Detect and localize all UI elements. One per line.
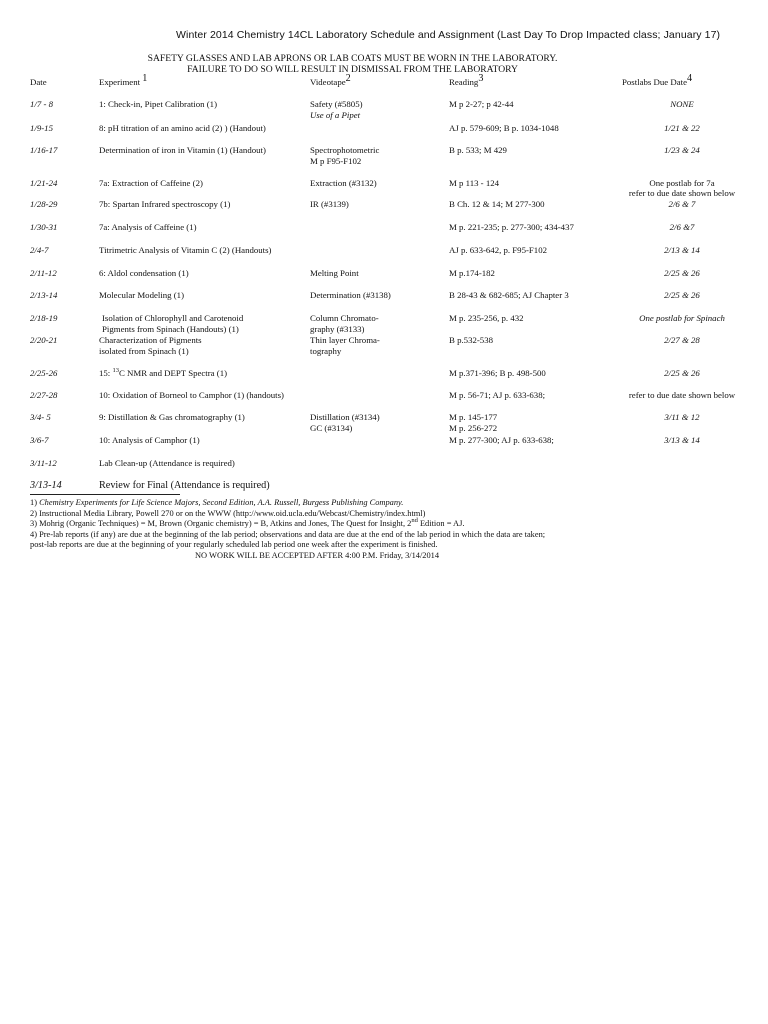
row-experiment: 7a: Analysis of Caffeine (1) (99, 222, 197, 232)
page-title: Winter 2014 Chemistry 14CL Laboratory Schedule and Assignment (Last Day To Drop Impacted class; January 17) (176, 29, 721, 41)
row-date: 2/25-26 (30, 368, 58, 378)
row-videotape: Column Chromato- (310, 313, 379, 323)
header-videotape: Videotape$^2$ (310, 73, 351, 87)
row-date: 1/28-29 (30, 199, 58, 209)
row-reading: B Ch. 12 & 14; M 277-300 (449, 199, 545, 209)
header-experiment: Experiment $^1$ (99, 73, 148, 87)
footnote-4-continued: post-lab reports are due at the beginning of your regularly scheduled lab period one week after the experiment is finished. (30, 540, 438, 550)
row-experiment: 1: Check-in, Pipet Calibration (1) (99, 99, 218, 109)
row-due-date: 1/21 & 22 (664, 123, 700, 133)
row-reading: B p.532-538 (449, 335, 493, 345)
row-date: 1/30-31 (30, 222, 58, 232)
row-date: 3/13-14 (30, 480, 62, 491)
row-reading: B 28-43 & 682-685; AJ Chapter 3 (449, 290, 569, 300)
row-videotape: Extraction (#3132) (310, 178, 377, 188)
row-due-date: 2/13 & 14 (664, 245, 700, 255)
row-experiment: 7a: Extraction of Caffeine (2) (99, 178, 203, 188)
row-reading: M p. 277-300; AJ p. 633-638; (449, 435, 554, 445)
footnotes (30, 498, 545, 562)
row-videotape-line2: GC (#3134) (310, 423, 353, 433)
row-reading: M p. 145-177 (449, 412, 498, 422)
row-videotape: Melting Point (310, 268, 359, 278)
row-videotape: IR (#3139) (310, 199, 349, 209)
row-due-date: 2/25 & 26 (664, 368, 700, 378)
row-experiment-line2: Pigments from Spinach (Handouts) (1) (102, 324, 239, 334)
row-videotape-line2: Use of a Pipet (310, 110, 361, 120)
header-postlabs-due: Postlabs Due Date$^4$ (622, 73, 693, 87)
row-experiment: Isolation of Chlorophyll and Carotenoid (102, 313, 244, 323)
row-reading: M p.371-396; B p. 498-500 (449, 368, 546, 378)
deadline-notice: NO WORK WILL BE ACCEPTED AFTER 4:00 P.M. Friday, 3/14/2014 (195, 550, 440, 560)
row-date: 3/4- 5 (30, 412, 51, 422)
row-due-date: refer to due date shown below (628, 390, 736, 400)
row-reading: M p. 56-71; AJ p. 633-638; (449, 390, 546, 400)
row-experiment-line2: isolated from Spinach (1) (99, 346, 189, 356)
row-reading: M p.174-182 (449, 268, 495, 278)
row-experiment: Molecular Modeling (1) (99, 290, 185, 300)
row-due-date: 2/6 &7 (669, 222, 695, 232)
row-experiment: Characterization of Pigments (99, 335, 202, 345)
safety-warning: SAFETY GLASSES AND LAB APRONS OR LAB COATS MUST BE WORN IN THE LABORATORY. (147, 53, 558, 64)
footnote-4: 4) Pre-lab reports (if any) are due at the beginning of the lab period; observations and data are due at the end of the lab period in which the data are taken; (30, 529, 546, 539)
row-due-date: One postlab for Spinach (639, 313, 725, 323)
row-videotape: Determination (#3138) (310, 290, 391, 300)
row-date: 2/13-14 (30, 290, 58, 300)
footnote-divider (30, 494, 180, 495)
row-videotape: Safety (#5805) (310, 99, 363, 109)
row-experiment: 15: $^{13}$C NMR and DEPT Spectra (1) (99, 367, 228, 378)
row-date: 1/16-17 (30, 145, 58, 155)
row-reading-line2: M p. 256-272 (449, 423, 498, 433)
row-date: 3/6-7 (30, 435, 49, 445)
header-reading: Reading$^3$ (449, 73, 484, 87)
row-experiment: 6: Aldol condensation (1) (99, 268, 189, 278)
row-videotape: Thin layer Chroma- (310, 335, 380, 345)
row-date: 1/7 - 8 (30, 99, 53, 109)
row-due-date: 2/27 & 28 (664, 335, 700, 345)
row-videotape: Distillation (#3134) (310, 412, 380, 422)
row-experiment: 10: Oxidation of Borneol to Camphor (1) (handouts) (99, 390, 284, 400)
row-videotape-line2: M p F95-F102 (310, 156, 362, 166)
row-experiment: 9: Distillation & Gas chromatography (1) (99, 412, 245, 422)
row-due-date: 2/6 & 7 (668, 199, 696, 209)
row-reading: M p 2-27; p 42-44 (449, 99, 514, 109)
dismissal-warning: FAILURE TO DO SO WILL RESULT IN DISMISSAL FROM THE LABORATORY (187, 64, 518, 75)
footnote-2: 2) Instructional Media Library, Powell 270 or on the WWW (http://www.oid.ucla.edu/Webcast/Chemistry/index.html) (30, 508, 426, 518)
row-videotape-line2: tography (310, 346, 342, 356)
row-experiment: Determination of iron in Vitamin (1) (Handout) (99, 145, 266, 155)
header-date: Date (30, 77, 47, 87)
row-due-date: 2/25 & 26 (664, 290, 700, 300)
row-date: 2/27-28 (30, 390, 58, 400)
row-date: 1/21-24 (30, 178, 58, 188)
row-date: 1/9-15 (30, 123, 53, 133)
row-videotape: Spectrophotometric (310, 145, 380, 155)
row-due-date: One postlab for 7a (649, 178, 715, 188)
row-reading: M p. 235-256, p. 432 (449, 313, 524, 323)
row-reading: AJ p. 633-642, p. F95-F102 (449, 245, 547, 255)
row-due-date: 3/11 & 12 (664, 412, 700, 422)
row-date: 2/11-12 (30, 268, 57, 278)
row-due-date: 2/25 & 26 (664, 268, 700, 278)
row-reading: M p. 221-235; p. 277-300; 434-437 (449, 222, 574, 232)
row-date: 2/18-19 (30, 313, 58, 323)
row-experiment: 7b: Spartan Infrared spectroscopy (1) (99, 199, 231, 209)
row-experiment: Titrimetric Analysis of Vitamin C (2) (Handouts) (99, 245, 272, 255)
footnote-1: 1) Chemistry Experiments for Life Science Majors, Second Edition, A.A. Russell, Burgess Publishing Company. (30, 498, 404, 507)
footnote-3: 3) Mohrig (Organic Techniques) = M, Brown (Organic chemistry) = B, Atkins and Jones, The Quest for Insight, 2nd Edition = AJ. (30, 517, 465, 529)
row-due-date-line2: refer to due date shown below (628, 188, 736, 198)
row-reading: AJ p. 579-609; B p. 1034-1048 (449, 123, 559, 133)
row-date: 2/4-7 (30, 245, 49, 255)
row-videotape-line2: graphy (#3133) (310, 324, 365, 334)
row-experiment: Lab Clean-up (Attendance is required) (99, 458, 235, 468)
row-date: 3/11-12 (30, 458, 57, 468)
row-reading: B p. 533; M 429 (449, 145, 507, 155)
row-date: 2/20-21 (30, 335, 58, 345)
row-due-date: NONE (670, 99, 694, 109)
row-due-date: 3/13 & 14 (664, 435, 700, 445)
row-experiment: Review for Final (Attendance is required) (99, 480, 270, 491)
row-reading: M p 113 - 124 (449, 178, 500, 188)
row-due-date: 1/23 & 24 (664, 145, 700, 155)
row-experiment: 10: Analysis of Camphor (1) (99, 435, 200, 445)
row-experiment: 8: pH titration of an amino acid (2) ) (Handout) (99, 123, 266, 133)
